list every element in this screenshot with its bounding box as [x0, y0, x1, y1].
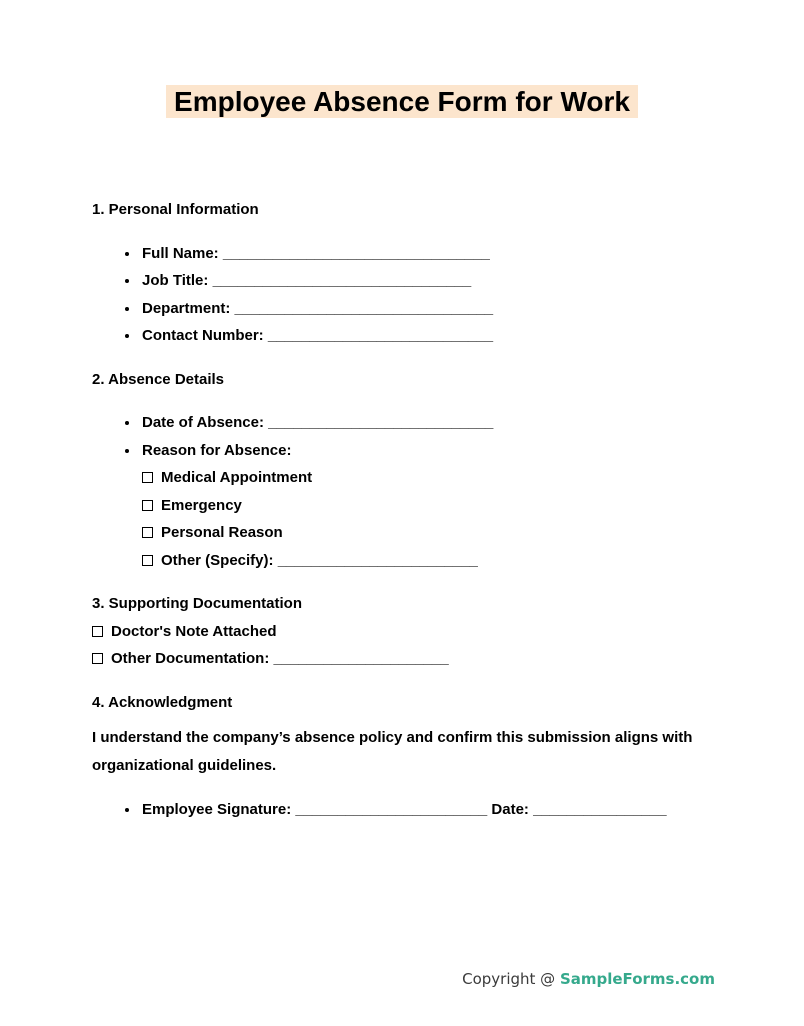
signature-list — [92, 796, 712, 824]
reason-option-other-specify — [142, 547, 712, 575]
blank-line: ________________________ — [277, 551, 478, 569]
field-label: Date of Absence: — [142, 414, 264, 431]
acknowledgment-statement: I understand the company’s absence policy and confirm this submission aligns with organizational guidelines. — [92, 729, 693, 774]
blank-line: _______________________________ — [234, 299, 494, 317]
checkbox-icon — [142, 555, 153, 566]
section-heading-absence-details: 2. Absence Details — [92, 370, 225, 388]
field-contact-number — [140, 322, 712, 350]
blank-line: _____________________ — [273, 650, 449, 667]
section-heading-acknowledgment: 4. Acknowledgment — [92, 693, 233, 711]
checkbox-icon — [92, 626, 103, 637]
blank-line: ___________________________ — [267, 327, 494, 344]
field-label: Employee Signature: — [142, 801, 292, 818]
field-label: Job Title: — [142, 272, 209, 289]
field-label: Reason for Absence: — [142, 441, 292, 459]
field-job-title — [140, 267, 712, 295]
section-heading-personal-information: 1. Personal Information — [92, 201, 259, 218]
field-department — [140, 295, 712, 323]
option-label: Emergency — [161, 496, 242, 514]
field-date-of-absence — [140, 409, 712, 437]
doc-option-doctors-note — [92, 618, 712, 646]
page-title-text: Employee Absence Form for Work — [166, 85, 638, 118]
field-employee-signature — [140, 796, 712, 824]
doc-option-other-documentation — [92, 645, 712, 673]
option-label: Medical Appointment — [161, 469, 313, 486]
reason-option-medical-appointment — [142, 464, 712, 492]
blank-line: _______________________________ — [212, 272, 472, 289]
option-label: Personal Reason — [161, 524, 283, 541]
checkbox-icon — [142, 472, 153, 483]
page-footer — [462, 970, 715, 988]
field-label: Department: — [142, 299, 231, 317]
page-title — [0, 84, 804, 120]
section-heading-supporting-documentation: 3. Supporting Documentation — [92, 595, 302, 612]
blank-line: ___________________________ — [268, 414, 494, 431]
form-body — [92, 196, 712, 824]
blank-line: ________________ — [533, 801, 667, 818]
field-label-date: Date: — [491, 801, 529, 818]
reason-option-personal-reason — [142, 519, 712, 547]
sampleforms-link[interactable]: SampleForms.com — [559, 970, 715, 988]
option-label: Other (Specify): — [161, 551, 274, 569]
reason-option-emergency — [142, 492, 712, 520]
option-label: Other Documentation: — [111, 650, 270, 667]
checkbox-icon — [142, 527, 153, 538]
copyright-text: Copyright @ — [462, 970, 556, 988]
checkbox-icon — [142, 500, 153, 511]
personal-information-list — [92, 240, 712, 350]
blank-line: _______________________ — [295, 801, 488, 818]
checkbox-icon — [92, 653, 103, 664]
field-label: Contact Number: — [142, 327, 264, 344]
blank-line: ________________________________ — [222, 244, 490, 262]
option-label: Doctor's Note Attached — [111, 622, 277, 640]
field-full-name — [140, 240, 712, 268]
field-label: Full Name: — [142, 244, 219, 262]
field-reason-for-absence — [140, 437, 712, 575]
absence-details-list — [92, 409, 712, 574]
